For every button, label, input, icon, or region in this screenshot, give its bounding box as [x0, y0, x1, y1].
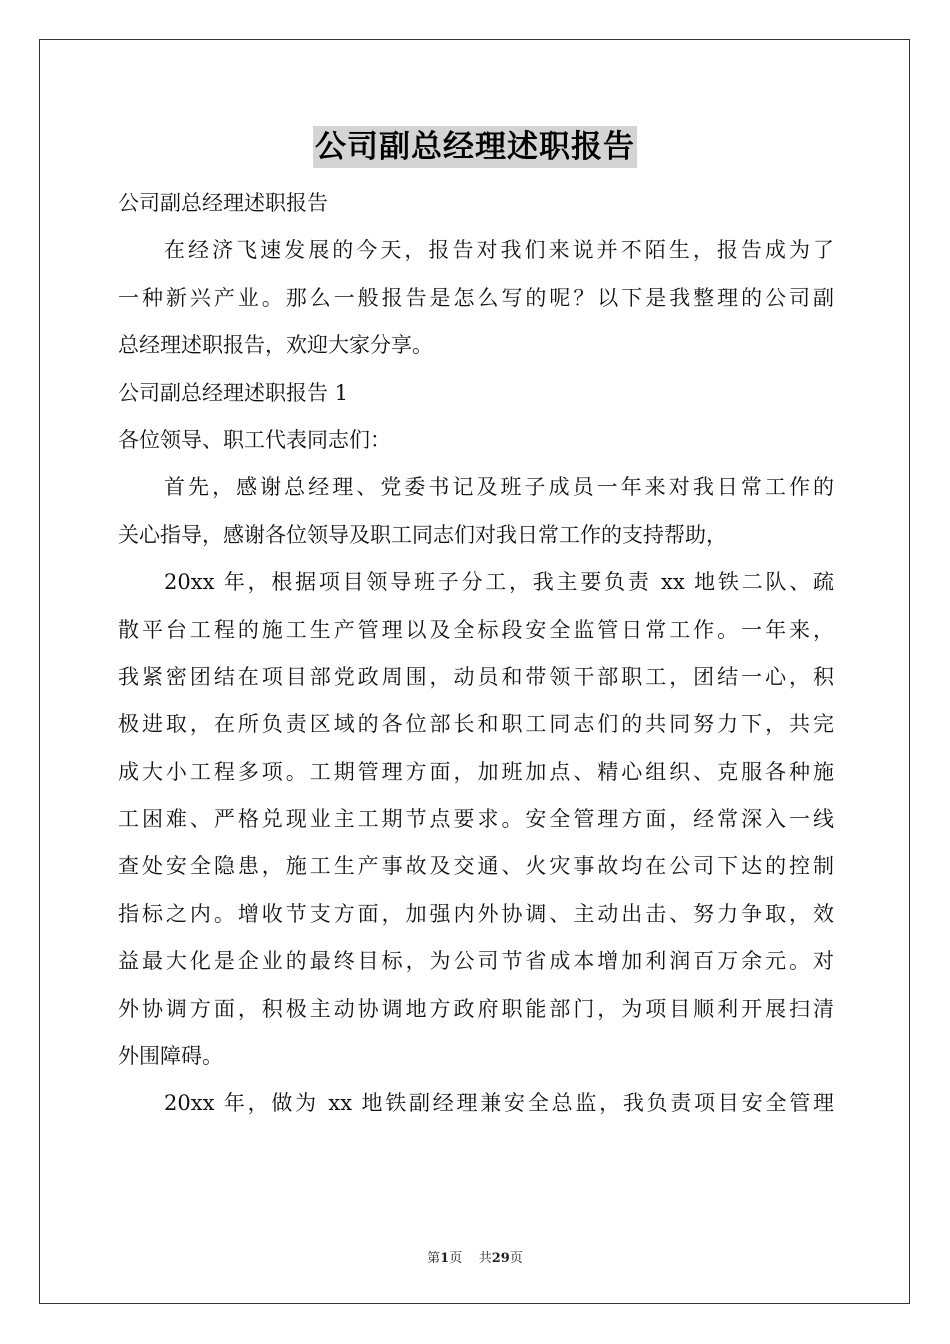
- title-wrap: [0, 126, 950, 168]
- body-line: 在经济飞速发展的今天，报告对我们来说并不陌生，报告成为了: [164, 238, 834, 263]
- body-line: 公司副总经理述职报告: [118, 191, 328, 215]
- document-body: [118, 180, 834, 1128]
- document-title: 公司副总经理述职报告: [313, 126, 637, 168]
- footer-prefix: 第: [427, 1251, 441, 1266]
- footer-total-prefix: 共: [478, 1251, 492, 1266]
- body-line: 20xx 年，做为 xx 地铁副经理兼安全总监，我负责项目安全管理: [164, 1091, 834, 1116]
- body-line: 散平台工程的施工生产管理以及全标段安全监管日常工作。一年来，: [118, 617, 834, 642]
- body-line: 我紧密团结在项目部党政周围，动员和带领干部职工，团结一心，积: [118, 664, 834, 689]
- body-line: 首先，感谢总经理、党委书记及班子成员一年来对我日常工作的: [164, 475, 834, 500]
- body-line: 一种新兴产业。那么一般报告是怎么写的呢？以下是我整理的公司副: [118, 285, 834, 310]
- footer-current-page: 1: [440, 1251, 450, 1266]
- body-line: 总经理述职报告，欢迎大家分享。: [118, 333, 433, 358]
- body-line: 指标之内。增收节支方面，加强内外协调、主动出击、努力争取，效: [118, 901, 834, 926]
- body-line: 外围障碍。: [118, 1044, 223, 1069]
- body-line: 公司副总经理述职报告 1: [118, 380, 349, 405]
- body-line: 各位领导、职工代表同志们：: [118, 427, 391, 452]
- page-footer: [0, 1247, 950, 1266]
- footer-page-word: 页: [449, 1251, 463, 1266]
- body-line: 成大小工程多项。工期管理方面，加班加点、精心组织、克服各种施: [118, 759, 834, 784]
- footer-total-suffix: 页: [509, 1251, 523, 1266]
- body-line: 查处安全隐患，施工生产事故及交通、火灾事故均在公司下达的控制: [118, 854, 834, 879]
- body-line: 极进取，在所负责区域的各位部长和职工同志们的共同努力下，共完: [118, 712, 834, 737]
- body-line: 外协调方面，积极主动协调地方政府职能部门，为项目顺利开展扫清: [118, 996, 834, 1021]
- body-line: 工困难、严格兑现业主工期节点要求。安全管理方面，经常深入一线: [118, 807, 834, 832]
- body-line: 关心指导，感谢各位领导及职工同志们对我日常工作的支持帮助，: [118, 522, 727, 547]
- footer-total-pages: 29: [491, 1251, 510, 1266]
- body-line: 益最大化是企业的最终目标，为公司节省成本增加利润百万余元。对: [118, 949, 834, 974]
- body-line: 20xx 年，根据项目领导班子分工，我主要负责 xx 地铁二队、疏: [164, 570, 834, 595]
